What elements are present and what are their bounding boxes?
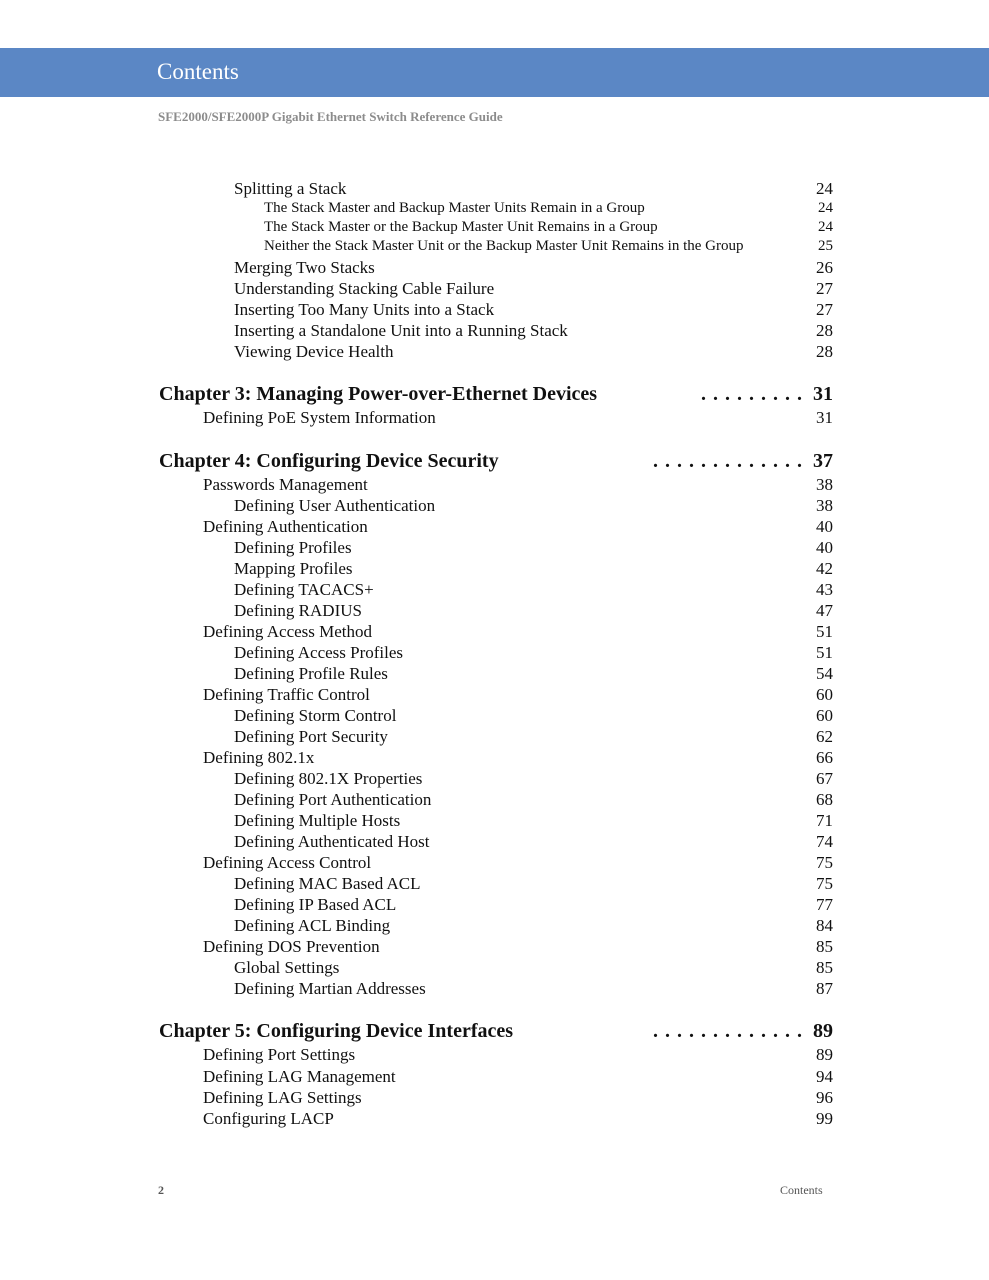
toc-entry-title: Defining Access Method bbox=[203, 622, 373, 641]
guide-subtitle: SFE2000/SFE2000P Gigabit Ethernet Switch Reference Guide bbox=[158, 109, 503, 124]
toc-entry-title: Defining MAC Based ACL bbox=[234, 874, 421, 893]
toc-entry-page: 74 bbox=[816, 832, 833, 851]
toc-entry-title: Defining TACACS+ bbox=[234, 580, 374, 599]
toc-entry-title: Defining Access Profiles bbox=[234, 643, 404, 662]
toc-entry-page: 38 bbox=[816, 475, 833, 494]
toc-entry-title: Splitting a Stack bbox=[234, 179, 347, 198]
toc-entry-title: The Stack Master or the Backup Master Unit Remains in a Group bbox=[264, 219, 658, 235]
toc-entry-page: 24 bbox=[818, 200, 833, 216]
toc-leader-dots: ............. bbox=[653, 1020, 809, 1042]
toc-entry-page: 51 bbox=[816, 622, 833, 641]
toc-entry-page: 25 bbox=[818, 238, 833, 254]
toc-entry-page: 40 bbox=[816, 517, 833, 536]
toc-entry-page: 24 bbox=[818, 219, 833, 235]
toc-entry-title: Defining User Authentication bbox=[234, 496, 436, 515]
toc-entry-title: Defining Multiple Hosts bbox=[234, 811, 401, 830]
toc-entry-title: Understanding Stacking Cable Failure bbox=[234, 279, 495, 298]
toc-entry-title: Defining Martian Addresses bbox=[234, 979, 426, 998]
toc-entry-page: 85 bbox=[816, 937, 833, 956]
toc-entry-page: 77 bbox=[816, 895, 833, 914]
toc-entry-title: Defining PoE System Information bbox=[203, 408, 436, 427]
toc-entry-page: 54 bbox=[816, 664, 833, 683]
footer-section-label: Contents bbox=[780, 1183, 823, 1197]
banner-title: Contents bbox=[157, 59, 239, 84]
toc-entry-page: 40 bbox=[816, 538, 833, 557]
toc-entry-title: Defining Authenticated Host bbox=[234, 832, 430, 851]
toc-entry-page: 28 bbox=[816, 342, 833, 361]
toc-entry-title: Chapter 3: Managing Power-over-Ethernet Devices bbox=[159, 383, 598, 405]
header-banner bbox=[0, 48, 989, 97]
toc-entry-title: Inserting a Standalone Unit into a Running Stack bbox=[234, 321, 568, 340]
toc-entry-title: Global Settings bbox=[234, 958, 340, 977]
toc-entry-page: 99 bbox=[816, 1109, 833, 1128]
toc-entry-page: 85 bbox=[816, 958, 833, 977]
toc-entry-page: 27 bbox=[816, 279, 833, 298]
toc-entry-title: Passwords Management bbox=[203, 475, 368, 494]
toc-entry-title: Viewing Device Health bbox=[234, 342, 394, 361]
toc-entry-page: 42 bbox=[816, 559, 833, 578]
toc-entry-page: 75 bbox=[816, 874, 833, 893]
toc-leader-dots: ......... bbox=[701, 383, 809, 405]
toc-entry-page: 31 bbox=[816, 408, 833, 427]
toc-entry-title: Defining Profile Rules bbox=[234, 664, 388, 683]
toc-entry-title: Defining RADIUS bbox=[234, 601, 362, 620]
toc-entry-title: Mapping Profiles bbox=[234, 559, 353, 578]
toc-entry-title: Defining 802.1X Properties bbox=[234, 769, 423, 788]
toc-entry-page: 71 bbox=[816, 811, 833, 830]
toc-entry-page: 68 bbox=[816, 790, 833, 809]
toc-entry-title: Defining Traffic Control bbox=[203, 685, 370, 704]
toc-entry-title: Defining ACL Binding bbox=[234, 916, 391, 935]
toc-entry-title: Defining LAG Settings bbox=[203, 1088, 362, 1107]
toc-entry-page: 27 bbox=[816, 300, 833, 319]
footer-page-number: 2 bbox=[158, 1183, 164, 1197]
toc-entry-page: 43 bbox=[816, 580, 833, 599]
toc-entry-page: 66 bbox=[816, 748, 833, 767]
toc-entry-title: Defining Profiles bbox=[234, 538, 352, 557]
toc-entry-title: Defining IP Based ACL bbox=[234, 895, 397, 914]
toc-entry-title: Defining Access Control bbox=[203, 853, 372, 872]
toc-entry-page: 60 bbox=[816, 706, 833, 725]
toc-entry-page: 62 bbox=[816, 727, 833, 746]
toc-leader-dots: ............. bbox=[653, 450, 809, 472]
toc-entry-page: 31 bbox=[813, 383, 833, 405]
toc-entry-page: 84 bbox=[816, 916, 833, 935]
toc-entry-title: Neither the Stack Master Unit or the Backup Master Unit Remains in the Group bbox=[264, 238, 744, 254]
toc-entry-title: Chapter 5: Configuring Device Interfaces bbox=[159, 1020, 514, 1042]
toc-entry-page: 60 bbox=[816, 685, 833, 704]
toc-entry-page: 51 bbox=[816, 643, 833, 662]
toc-entry-title: Defining Port Authentication bbox=[234, 790, 432, 809]
toc-entry-title: Inserting Too Many Units into a Stack bbox=[234, 300, 495, 319]
toc-entry-page: 38 bbox=[816, 496, 833, 515]
toc-entry-page: 89 bbox=[813, 1020, 833, 1042]
toc-entry-page: 26 bbox=[816, 258, 833, 277]
toc-entry-page: 94 bbox=[816, 1067, 833, 1086]
toc-entry-title: Defining Authentication bbox=[203, 517, 368, 536]
toc-entry-page: 24 bbox=[816, 179, 833, 198]
toc-entry-page: 47 bbox=[816, 601, 833, 620]
toc-entry-page: 37 bbox=[813, 450, 833, 472]
toc-entry-title: Merging Two Stacks bbox=[234, 258, 375, 277]
toc-entry-page: 87 bbox=[816, 979, 833, 998]
toc-entry-page: 96 bbox=[816, 1088, 833, 1107]
toc-entry-page: 75 bbox=[816, 853, 833, 872]
toc-entry-title: Defining LAG Management bbox=[203, 1067, 396, 1086]
toc-entry-title: Defining Storm Control bbox=[234, 706, 397, 725]
toc-entry-title: Defining 802.1x bbox=[203, 748, 315, 767]
toc-entry-title: Chapter 4: Configuring Device Security bbox=[159, 450, 499, 472]
toc-entry-title: The Stack Master and Backup Master Units Remain in a Group bbox=[264, 200, 645, 216]
toc-entry-page: 89 bbox=[816, 1045, 833, 1064]
toc-entry-page: 28 bbox=[816, 321, 833, 340]
toc-entry-page: 67 bbox=[816, 769, 833, 788]
toc-entry-title: Configuring LACP bbox=[203, 1109, 334, 1128]
toc-entry-title: Defining Port Settings bbox=[203, 1045, 356, 1064]
toc-entry-title: Defining DOS Prevention bbox=[203, 937, 380, 956]
toc-entry-title: Defining Port Security bbox=[234, 727, 388, 746]
